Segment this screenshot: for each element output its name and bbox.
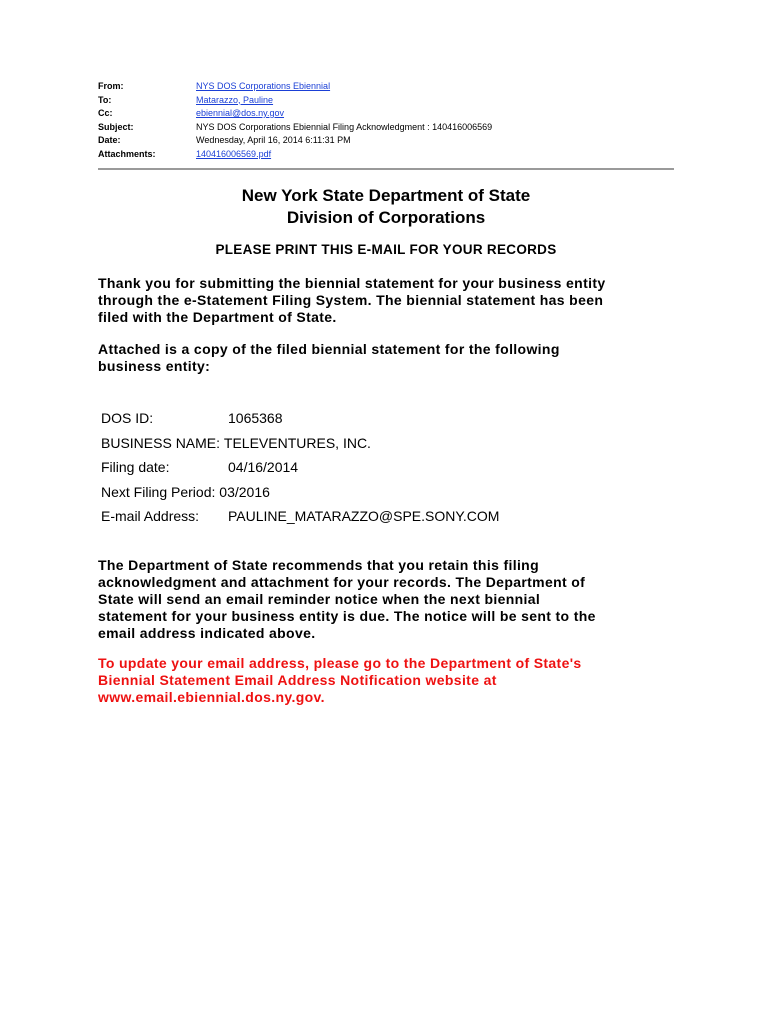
to-link[interactable]: Matarazzo, Pauline: [196, 94, 274, 105]
cc-label: Cc:: [98, 108, 113, 118]
attached-line-1: Attached is a copy of the filed biennial statement for the following: [98, 341, 560, 357]
filing-date-label: Filing date:: [101, 459, 170, 475]
business-name-value: TELEVENTURES, INC.: [223, 434, 371, 451]
update-line-1: To update your email address, please go to the Department of State's: [98, 655, 582, 671]
subject-value: NYS DOS Corporations Ebiennial Filing Acknowledgment : 140416006569: [196, 121, 493, 132]
from-label: From:: [98, 81, 124, 91]
email-row: [101, 504, 499, 529]
page-title-line1: New York State Department of State: [241, 186, 531, 205]
date-label: Date:: [98, 135, 121, 145]
recommend-line-1: The Department of State recommends that you retain this filing: [98, 557, 539, 573]
attachments-label: Attachments:: [98, 148, 156, 159]
filing-date-row: [101, 455, 499, 480]
attached-line-2: business entity:: [98, 358, 211, 374]
from-row: [98, 80, 674, 94]
date-row: [98, 134, 674, 148]
attachment-link[interactable]: 140416006569.pdf: [196, 148, 272, 159]
dos-id-row: [101, 406, 499, 431]
business-name-label: BUSINESS NAME:: [101, 434, 221, 451]
next-filing-row: [101, 480, 499, 505]
recommend-line-2: acknowledgment and attachment for your records. The Department of: [98, 574, 586, 590]
from-link[interactable]: NYS DOS Corporations Ebiennial: [196, 81, 331, 91]
to-row: [98, 94, 674, 108]
to-label: To:: [98, 94, 112, 105]
recommend-line-4: statement for your business entity is due. The notice will be sent to the: [98, 608, 596, 624]
thanks-line-3: filed with the Department of State.: [98, 309, 337, 325]
cc-link[interactable]: ebiennial@dos.ny.gov: [196, 108, 285, 118]
dos-id-label: DOS ID:: [101, 410, 154, 426]
next-filing-label: Next Filing Period:: [101, 483, 216, 500]
attached-paragraph: [98, 341, 678, 375]
entity-details: [101, 406, 499, 529]
dos-id-value: 1065368: [228, 410, 283, 426]
filing-date-value: 04/16/2014: [228, 459, 299, 475]
thanks-line-1: Thank you for submitting the biennial statement for your business entity: [98, 275, 606, 291]
print-notice: PLEASE PRINT THIS E-MAIL FOR YOUR RECORDS: [215, 242, 557, 257]
update-website-link[interactable]: www.email.ebiennial.dos.ny.gov.: [98, 689, 325, 705]
recommend-paragraph: [98, 557, 678, 642]
header-divider: [98, 168, 674, 170]
subject-label: Subject:: [98, 121, 134, 132]
cc-row: [98, 107, 674, 121]
email-label: E-mail Address:: [101, 508, 200, 524]
date-value: Wednesday, April 16, 2014 6:11:31 PM: [196, 135, 351, 145]
business-name-row: [101, 431, 499, 456]
thanks-line-2: through the e-Statement Filing System. The biennial statement has been: [98, 292, 604, 308]
email-header: [98, 80, 674, 161]
next-filing-value: 03/2016: [219, 483, 270, 500]
page-title-line2: Division of Corporations: [286, 208, 486, 227]
recommend-line-3: State will send an email reminder notice when the next biennial: [98, 591, 541, 607]
recommend-line-5: email address indicated above.: [98, 625, 316, 641]
update-line-2: Biennial Statement Email Address Notification website at: [98, 672, 497, 688]
email-value: PAULINE_MATARAZZO@SPE.SONY.COM: [228, 508, 500, 524]
attachments-row: [98, 148, 674, 162]
update-email-notice: [98, 655, 678, 706]
subject-row: [98, 121, 674, 135]
thanks-paragraph: [98, 275, 678, 326]
